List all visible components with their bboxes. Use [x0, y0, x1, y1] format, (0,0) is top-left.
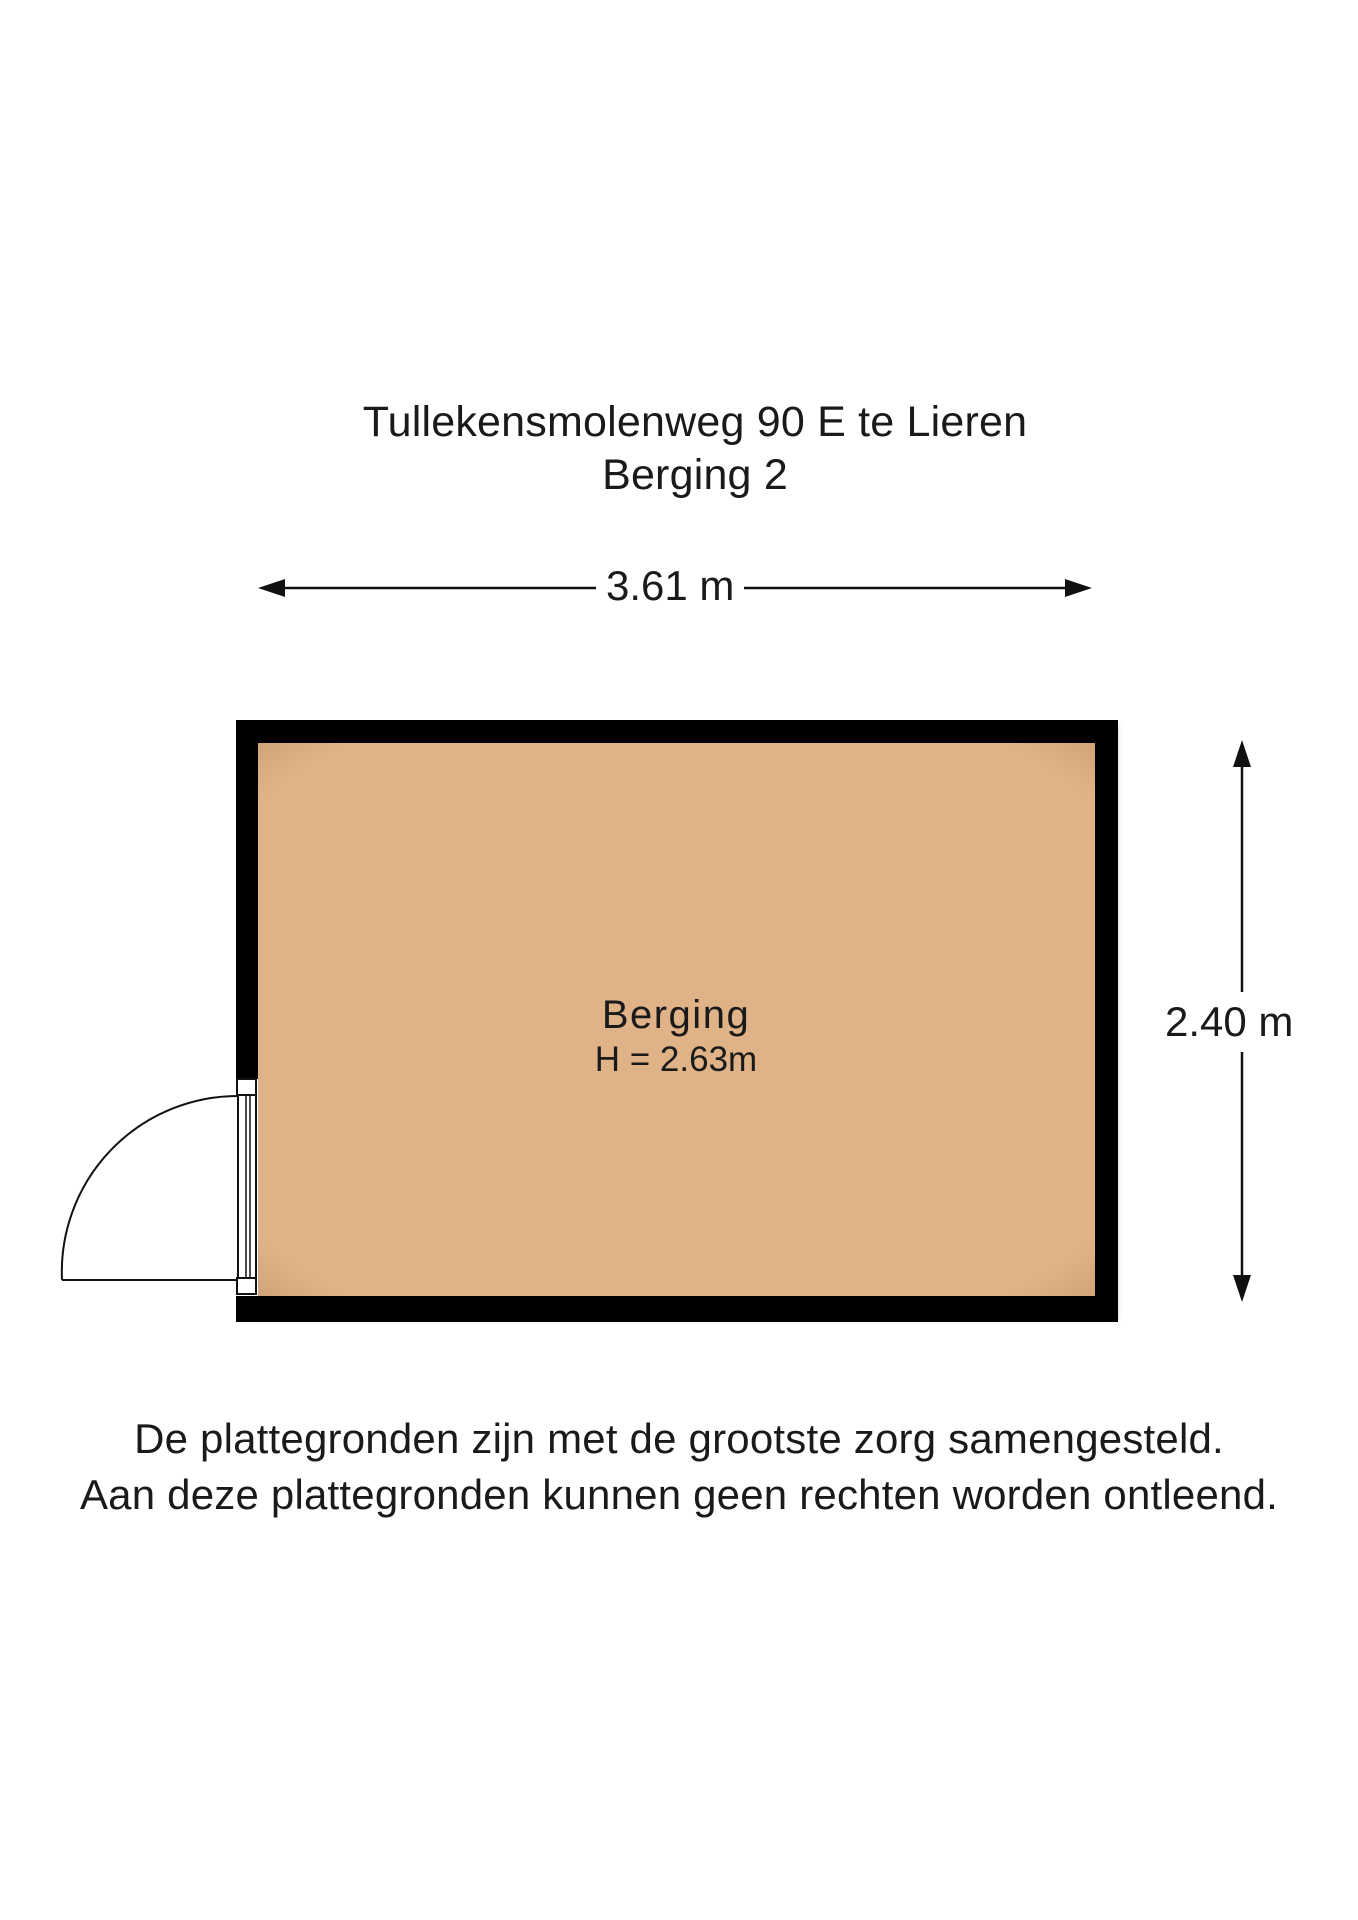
- room-name: Berging: [601, 993, 751, 1037]
- height-dimension-label: 2.40 m: [1165, 992, 1293, 1052]
- arrow-left-icon: [258, 579, 285, 597]
- disclaimer-line-1: De plattegronden zijn met de grootste zorg samengesteld.: [134, 1415, 1224, 1462]
- disclaimer-line-2: Aan deze plattegronden kunnen geen rechten worden ontleend.: [79, 1471, 1279, 1518]
- disclaimer: [0, 1411, 1358, 1523]
- width-dimension-label: 3.61 m: [596, 562, 744, 610]
- door: [62, 1079, 258, 1296]
- address-title: Tullekensmolenweg 90 E te Lieren: [362, 398, 1028, 446]
- room-ceiling-height: H = 2.63m: [594, 1040, 758, 1079]
- door-swing-arc: [62, 1096, 238, 1280]
- room-label: [520, 992, 832, 1082]
- arrow-up-icon: [1233, 740, 1251, 767]
- floor-title: Berging 2: [602, 451, 788, 499]
- arrow-right-icon: [1065, 579, 1092, 597]
- arrow-down-icon: [1233, 1275, 1251, 1302]
